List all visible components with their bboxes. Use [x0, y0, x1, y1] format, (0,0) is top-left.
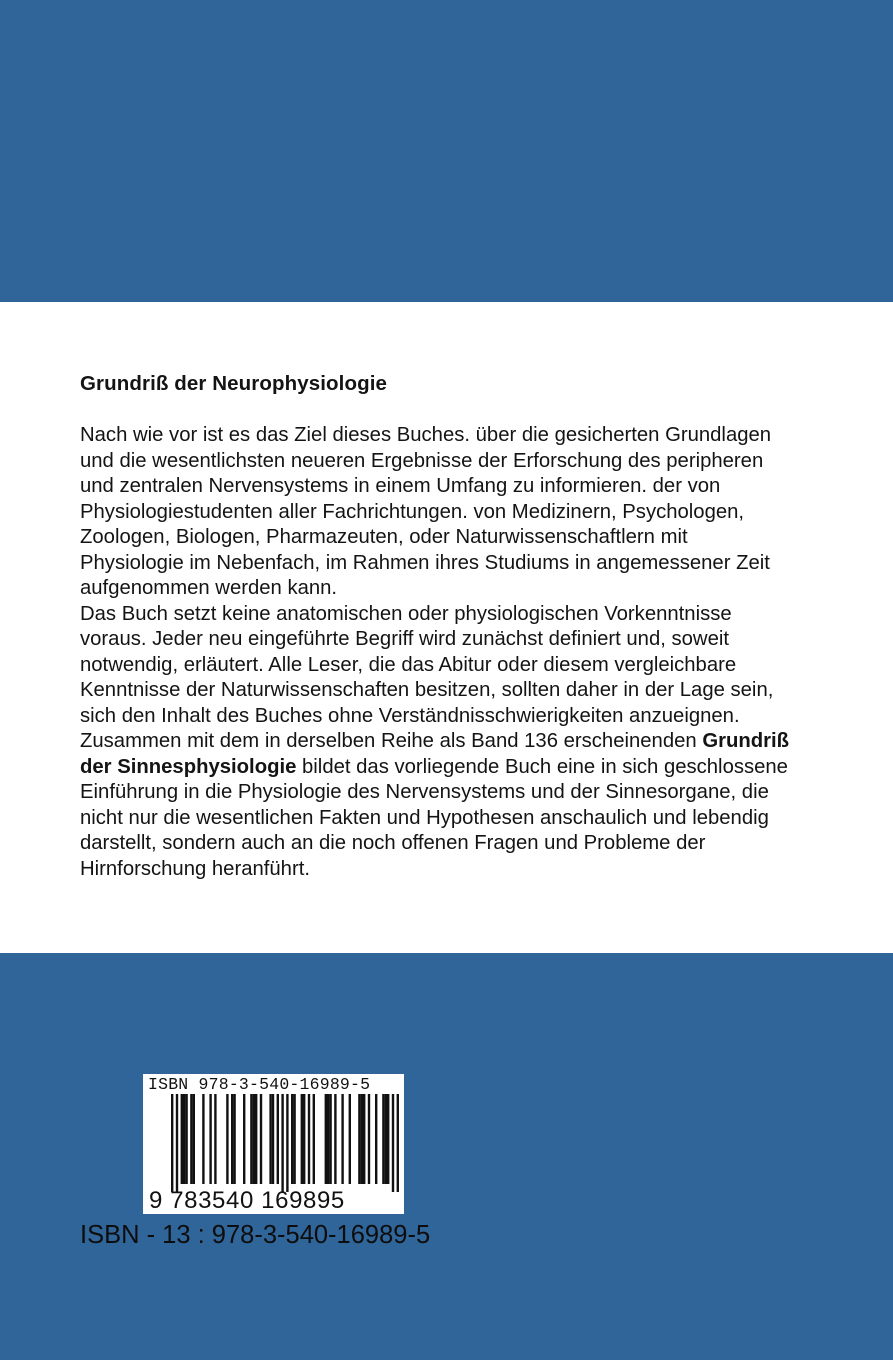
- description-line: Einführung in die Physiologie des Nervensystems und der Sinnesorgane, die: [80, 781, 769, 803]
- description-line: Kenntnisse der Naturwissenschaften besitzen, sollten daher in der Lage sein,: [80, 679, 774, 701]
- barcode-bar: [392, 1094, 394, 1192]
- barcode-bar: [233, 1094, 235, 1184]
- related-title-part: Grundriß: [702, 730, 790, 752]
- barcode-bar: [190, 1094, 192, 1184]
- description-line: darstellt, sondern auch an die noch offenen Fragen und Probleme der: [80, 832, 706, 854]
- barcode-bar: [291, 1094, 293, 1184]
- barcode-bar: [214, 1094, 216, 1184]
- barcode-bar: [281, 1094, 283, 1192]
- description-line: und die wesentlichsten neueren Ergebnisse der Erforschung des peripheren: [80, 449, 764, 472]
- barcode-bar: [301, 1094, 303, 1184]
- barcode-bar: [361, 1094, 363, 1184]
- barcode-bar: [226, 1094, 228, 1184]
- description-text: Zusammen mit dem in derselben Reihe als Band 136 erscheinenden: [80, 730, 703, 752]
- barcode-bar: [260, 1094, 262, 1184]
- barcode-bar: [243, 1094, 245, 1184]
- description-line: nicht nur die wesentlichen Fakten und Hypothesen anschaulich und lebendig: [80, 806, 769, 829]
- description-line: sich den Inhalt des Buches ohne Verständnisschwierigkeiten anzueignen.: [80, 704, 740, 727]
- barcode-bar: [250, 1094, 252, 1184]
- barcode-bar: [385, 1094, 387, 1184]
- description-line: Hirnforschung heranführt.: [80, 857, 310, 880]
- barcode-bar: [308, 1094, 310, 1184]
- barcode-bar: [255, 1094, 257, 1184]
- barcode-bar: [185, 1094, 187, 1184]
- description-line: aufgenommen werden kann.: [80, 577, 338, 599]
- bottom-color-band: [0, 953, 893, 1360]
- barcode-bar: [181, 1094, 183, 1184]
- barcode-bar: [325, 1094, 327, 1184]
- barcode-bar: [176, 1094, 178, 1192]
- barcode-bar: [202, 1094, 204, 1184]
- book-description: [80, 423, 840, 882]
- description-line: [80, 729, 840, 755]
- barcode: [143, 1074, 404, 1214]
- top-color-band: [0, 0, 893, 302]
- book-title: Grundriß der Neurophysiologie: [80, 372, 388, 395]
- description-line: Das Buch setzt keine anatomischen oder physiologischen Vorkenntnisse: [80, 602, 732, 625]
- barcode-bar: [375, 1094, 377, 1184]
- barcode-bar: [397, 1094, 399, 1192]
- barcode-bar: [303, 1094, 305, 1184]
- description-line: und zentralen Nervensystems in einem Umfang zu informieren. der von: [80, 475, 721, 497]
- description-text: bildet das vorliegende Buch eine in sich geschlossene: [296, 755, 788, 778]
- description-line: Physiologiestudenten aller Fachrichtungen. von Medizinern, Psychologen,: [80, 500, 745, 523]
- barcode-bar: [358, 1094, 360, 1184]
- barcode-bar: [349, 1094, 351, 1184]
- description-line: Zoologen, Biologen, Pharmazeuten, oder Naturwissenschaftlern mit: [80, 526, 688, 548]
- barcode-bar: [293, 1094, 295, 1184]
- description-line: voraus. Jeder neu eingeführte Begriff wird zunächst definiert und, soweit: [80, 628, 729, 650]
- barcode-bar: [382, 1094, 384, 1184]
- barcode-bar: [272, 1094, 274, 1184]
- barcode-digits: 9 783540 169895: [149, 1187, 345, 1214]
- isbn-13: ISBN - 13 : 978-3-540-16989-5: [80, 1221, 431, 1249]
- description-line: Nach wie vor ist es das Ziel dieses Buches. über die gesicherten Grundlagen: [80, 424, 772, 446]
- description-line: [80, 755, 840, 781]
- related-title-part: der Sinnesphysiologie: [80, 755, 297, 778]
- barcode-bar: [286, 1094, 288, 1192]
- barcode-isbn-label: ISBN 978-3-540-16989-5: [148, 1075, 371, 1094]
- barcode-bar: [193, 1094, 195, 1184]
- description-line: Physiologie im Nebenfach, im Rahmen ihres Studiums in angemessener Zeit: [80, 551, 770, 574]
- barcode-bar: [387, 1094, 389, 1184]
- barcode-bar: [334, 1094, 336, 1184]
- barcode-bar: [327, 1094, 329, 1184]
- barcode-bar: [253, 1094, 255, 1184]
- barcode-bar: [368, 1094, 370, 1184]
- description-line: notwendig, erläutert. Alle Leser, die das Abitur oder diesem vergleichbare: [80, 653, 737, 676]
- barcode-bar: [269, 1094, 271, 1184]
- barcode-bar: [277, 1094, 279, 1184]
- barcode-bar: [363, 1094, 365, 1184]
- barcode-bar: [313, 1094, 315, 1184]
- barcode-bar: [209, 1094, 211, 1184]
- barcode-bar: [171, 1094, 173, 1192]
- barcode-bar: [341, 1094, 343, 1184]
- barcode-bar: [231, 1094, 233, 1184]
- barcode-bar: [329, 1094, 331, 1184]
- barcode-bar: [183, 1094, 185, 1184]
